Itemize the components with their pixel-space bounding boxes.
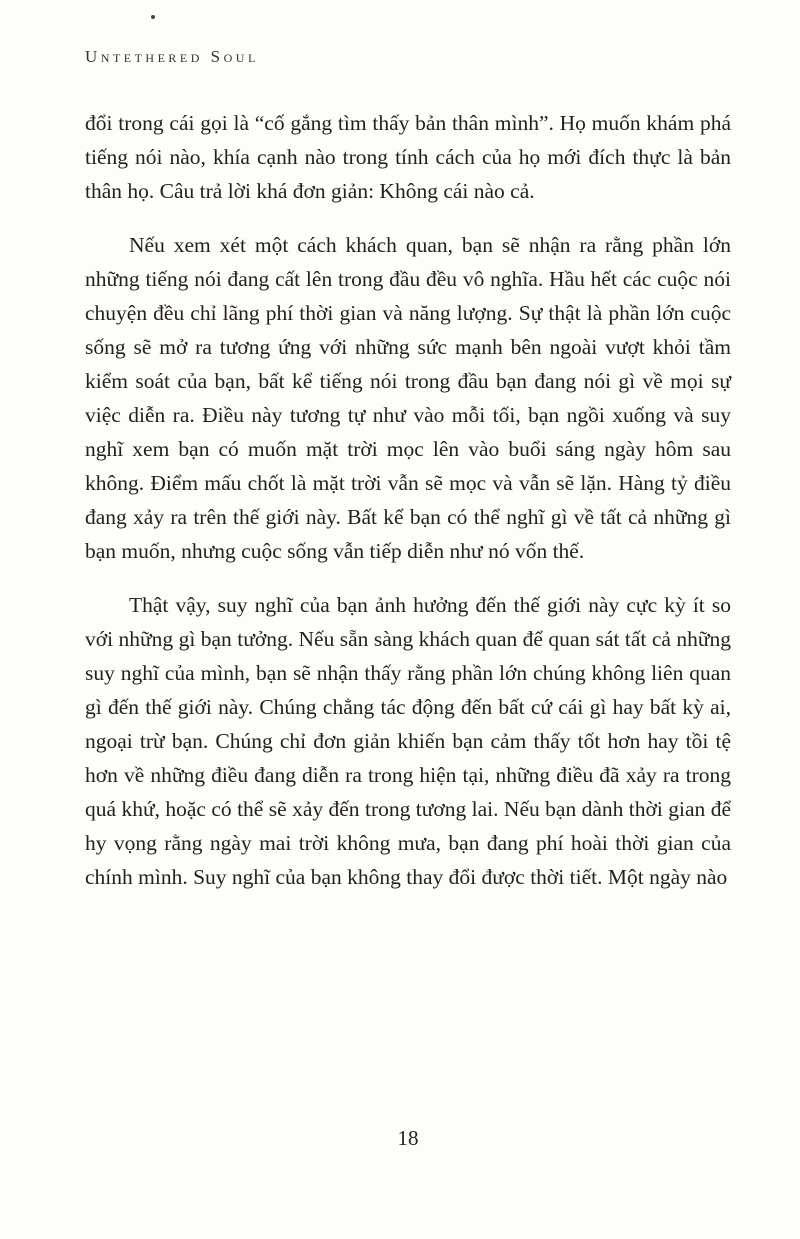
paragraph: Thật vậy, suy nghĩ của bạn ảnh hưởng đến thế giới này cực kỳ ít so với những gì bạn tưởng. Nếu sẵn sàng khách quan để quan sát tất cả những suy nghĩ của mình, bạn sẽ nhận thấy rằng phần lớn chúng không liên quan gì đến thế giới này. Chúng chẳng tác động đến bất cứ cái gì hay bất kỳ ai, ngoại trừ bạn. Chúng chỉ đơn giản khiến bạn cảm thấy tốt hơn hay tồi tệ hơn về những điều đang diễn ra trong hiện tại, những điều đã xảy ra trong quá khứ, hoặc có thể sẽ xảy đến trong tương lai. Nếu bạn dành thời gian để hy vọng rằng ngày mai trời không mưa, bạn đang phí hoài thời gian của chính mình. Suy nghĩ của bạn không thay đổi được thời tiết. Một ngày nào bbox=[85, 593, 731, 889]
body-text bbox=[85, 106, 731, 914]
running-header: Untethered Soul bbox=[85, 47, 259, 66]
paragraph: Nếu xem xét một cách khách quan, bạn sẽ nhận ra rằng phần lớn những tiếng nói đang cất lên trong đầu đều vô nghĩa. Hầu hết các cuộc nói chuyện đều chỉ lãng phí thời gian và năng lượng. Sự thật là phần lớn cuộc sống sẽ mở ra tương ứng với những sức mạnh bên ngoài vượt khỏi tầm kiểm soát của bạn, bất kể tiếng nói trong đầu bạn đang nói gì về mọi sự việc diễn ra. Điều này tương tự như vào mỗi tối, bạn ngồi xuống và suy nghĩ xem bạn có muốn mặt trời mọc lên vào buổi sáng ngày hôm sau không. Điểm mấu chốt là mặt trời vẫn sẽ mọc và vẫn sẽ lặn. Hàng tỷ điều đang xảy ra trên thế giới này. Bất kể bạn có thể nghĩ gì về tất cả những gì bạn muốn, nhưng cuộc sống vẫn tiếp diễn như nó vốn thế. bbox=[85, 233, 731, 563]
page-number: 18 bbox=[397, 1126, 419, 1150]
scan-artifact-dot bbox=[151, 15, 155, 19]
paragraph: đổi trong cái gọi là “cố gắng tìm thấy bản thân mình”. Họ muốn khám phá tiếng nói nào, khía cạnh nào trong tính cách của họ mới đích thực là bản thân họ. Câu trả lời khá đơn giản: Không cái nào cả. bbox=[85, 111, 731, 203]
